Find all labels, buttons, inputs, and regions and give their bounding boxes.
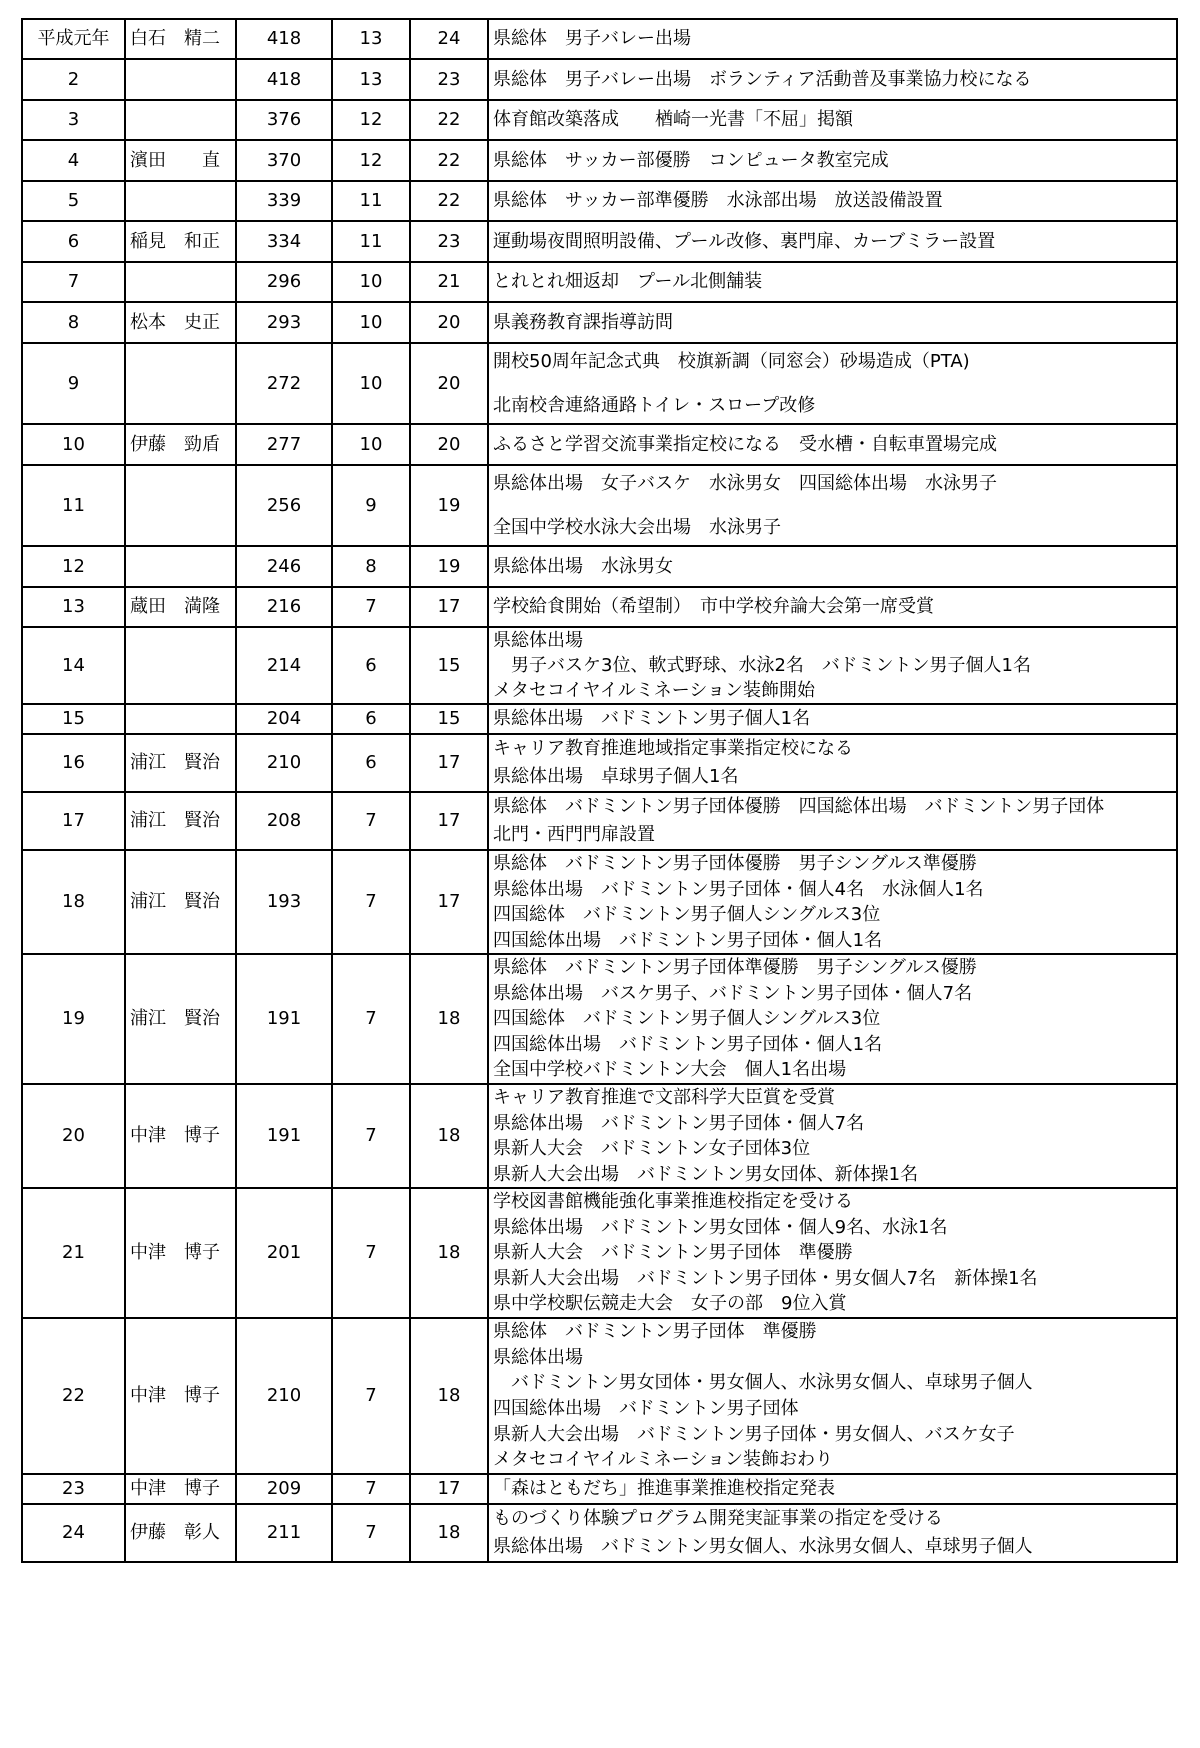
classes-cell: 12 — [332, 140, 410, 181]
year-cell: 14 — [22, 627, 125, 704]
classes-cell: 11 — [332, 221, 410, 262]
notes-cell — [488, 1318, 1177, 1474]
principal-cell — [125, 100, 236, 140]
note-line: 県総体出場 バスケ男子、バドミントン男子団体・個人7名 — [493, 982, 973, 1004]
staff-cell: 18 — [410, 1188, 488, 1318]
year-cell: 11 — [22, 465, 125, 546]
table-row — [22, 19, 1177, 59]
classes-cell: 13 — [332, 59, 410, 100]
principal-cell: 松本 史正 — [125, 302, 236, 343]
students-cell: 370 — [236, 140, 332, 181]
year-cell: 18 — [22, 850, 125, 954]
students-cell: 209 — [236, 1474, 332, 1504]
principal-cell: 浦江 賢治 — [125, 850, 236, 954]
table-row — [22, 100, 1177, 140]
classes-cell: 7 — [332, 792, 410, 850]
staff-cell: 18 — [410, 1318, 488, 1474]
table-row — [22, 627, 1177, 704]
table-row — [22, 1188, 1177, 1318]
staff-cell: 17 — [410, 850, 488, 954]
students-cell: 201 — [236, 1188, 332, 1318]
staff-cell: 18 — [410, 1084, 488, 1188]
note-line: 県新人大会 バドミントン男子団体 準優勝 — [493, 1242, 853, 1264]
staff-cell: 23 — [410, 59, 488, 100]
students-cell: 191 — [236, 954, 332, 1084]
note-line: 全国中学校水泳大会出場 水泳男子 — [493, 516, 781, 538]
notes-cell — [488, 343, 1177, 424]
note-line: 四国総体出場 バドミントン男子団体・個人1名 — [493, 929, 883, 951]
note-line: 開校50周年記念式典 校旗新調（同窓会）砂場造成（PTA) — [493, 350, 970, 372]
staff-cell: 20 — [410, 302, 488, 343]
classes-cell: 9 — [332, 465, 410, 546]
students-cell: 418 — [236, 59, 332, 100]
principal-cell — [125, 546, 236, 587]
classes-cell: 7 — [332, 1474, 410, 1504]
classes-cell: 7 — [332, 587, 410, 627]
table-row — [22, 302, 1177, 343]
students-cell: 204 — [236, 704, 332, 734]
principal-cell: 伊藤 勁盾 — [125, 424, 236, 465]
students-cell: 376 — [236, 100, 332, 140]
principal-cell — [125, 343, 236, 424]
table-body — [22, 19, 1177, 1562]
classes-cell: 7 — [332, 1188, 410, 1318]
year-cell: 2 — [22, 59, 125, 100]
year-cell: 23 — [22, 1474, 125, 1504]
staff-cell: 23 — [410, 221, 488, 262]
staff-cell: 22 — [410, 181, 488, 221]
classes-cell: 10 — [332, 262, 410, 302]
note-line: 四国総体 バドミントン男子個人シングルス3位 — [493, 904, 881, 925]
note-line: 県新人大会 バドミントン女子団体3位 — [493, 1138, 811, 1159]
principal-cell: 中津 博子 — [125, 1188, 236, 1318]
staff-cell: 22 — [410, 100, 488, 140]
classes-cell: 10 — [332, 302, 410, 343]
table-row — [22, 792, 1177, 850]
note-line: 県総体 サッカー部優勝 コンピュータ教室完成 — [493, 149, 889, 171]
year-cell: 4 — [22, 140, 125, 181]
note-line: 県総体出場 水泳男女 — [493, 555, 673, 577]
staff-cell: 19 — [410, 546, 488, 587]
notes-cell — [488, 424, 1177, 465]
note-line: 学校給食開始（希望制） 市中学校弁論大会第一席受賞 — [493, 596, 934, 617]
year-cell: 21 — [22, 1188, 125, 1318]
staff-cell: 20 — [410, 424, 488, 465]
year-cell: 平成元年 — [22, 19, 125, 59]
note-line: 県総体出場 バドミントン男女個人、水泳男女個人、卓球男子個人 — [493, 1536, 1033, 1558]
students-cell: 208 — [236, 792, 332, 850]
principal-cell — [125, 181, 236, 221]
note-line: 県総体出場 卓球男子個人1名 — [493, 766, 739, 787]
table-row — [22, 262, 1177, 302]
classes-cell: 7 — [332, 850, 410, 954]
table-row — [22, 850, 1177, 954]
principal-cell — [125, 704, 236, 734]
note-line: 体育館改築落成 楢崎一光書「不屈」掲額 — [493, 109, 853, 130]
classes-cell: 12 — [332, 100, 410, 140]
year-cell: 3 — [22, 100, 125, 140]
classes-cell: 7 — [332, 1084, 410, 1188]
year-cell: 9 — [22, 343, 125, 424]
staff-cell: 22 — [410, 140, 488, 181]
principal-cell — [125, 465, 236, 546]
table-row — [22, 587, 1177, 627]
staff-cell: 17 — [410, 1474, 488, 1504]
notes-cell — [488, 1504, 1177, 1562]
principal-cell: 浦江 賢治 — [125, 954, 236, 1084]
principal-cell: 白石 精二 — [125, 19, 236, 59]
note-line: 県総体 バドミントン男子団体優勝 四国総体出場 バドミントン男子団体 — [493, 796, 1105, 817]
notes-cell — [488, 140, 1177, 181]
principal-cell — [125, 627, 236, 704]
note-line: 県総体出場 — [493, 630, 583, 651]
staff-cell: 19 — [410, 465, 488, 546]
principal-cell: 濱田 直 — [125, 140, 236, 181]
year-cell: 15 — [22, 704, 125, 734]
students-cell: 339 — [236, 181, 332, 221]
staff-cell: 17 — [410, 792, 488, 850]
notes-cell — [488, 221, 1177, 262]
note-line: 学校図書館機能強化事業推進校指定を受ける — [493, 1191, 853, 1213]
note-line: 県総体出場 バドミントン男子団体・個人4名 水泳個人1名 — [493, 878, 984, 900]
principal-cell: 浦江 賢治 — [125, 792, 236, 850]
students-cell: 211 — [236, 1504, 332, 1562]
year-cell: 20 — [22, 1084, 125, 1188]
year-cell: 10 — [22, 424, 125, 465]
staff-cell: 20 — [410, 343, 488, 424]
history-sheet — [21, 18, 1178, 1563]
note-line: メタセコイヤイルミネーション装飾おわり — [493, 1449, 834, 1471]
students-cell: 418 — [236, 19, 332, 59]
staff-cell: 18 — [410, 954, 488, 1084]
table-row — [22, 704, 1177, 734]
students-cell: 214 — [236, 627, 332, 704]
table-row — [22, 1084, 1177, 1188]
notes-cell — [488, 954, 1177, 1084]
note-line: 県総体出場 バドミントン男女団体・個人9名、水泳1名 — [493, 1216, 948, 1238]
note-line: 男子バスケ3位、軟式野球、水泳2名 バドミントン男子個人1名 — [493, 655, 1031, 676]
note-line: 県新人大会出場 バドミントン男子団体・男女個人、バスケ女子 — [493, 1423, 1015, 1445]
principal-cell: 伊藤 彰人 — [125, 1504, 236, 1562]
notes-cell — [488, 465, 1177, 546]
note-line: 県総体 バドミントン男子団体準優勝 男子シングルス優勝 — [493, 957, 977, 979]
classes-cell: 7 — [332, 954, 410, 1084]
students-cell: 272 — [236, 343, 332, 424]
note-line: バドミントン男女団体・男女個人、水泳男女個人、卓球男子個人 — [493, 1372, 1033, 1394]
note-line: 県総体 バドミントン男子団体 準優勝 — [493, 1321, 817, 1342]
table-row — [22, 954, 1177, 1084]
note-line: 全国中学校バドミントン大会 個人1名出場 — [493, 1059, 847, 1081]
year-cell: 6 — [22, 221, 125, 262]
note-line: キャリア教育推進地域指定事業指定校になる — [493, 738, 853, 759]
principal-cell: 浦江 賢治 — [125, 734, 236, 792]
note-line: ふるさと学習交流事業指定校になる 受水槽・自転車置場完成 — [493, 433, 997, 455]
table-row — [22, 221, 1177, 262]
table-row — [22, 181, 1177, 221]
note-line: 県総体 男子バレー出場 — [493, 28, 691, 49]
note-line: 「森はともだち」推進事業推進校指定発表 — [493, 1478, 835, 1500]
year-cell: 17 — [22, 792, 125, 850]
students-cell: 210 — [236, 734, 332, 792]
staff-cell: 15 — [410, 627, 488, 704]
classes-cell: 7 — [332, 1318, 410, 1474]
note-line: とれとれ畑返却 プール北側舗装 — [493, 271, 763, 292]
notes-cell — [488, 587, 1177, 627]
staff-cell: 17 — [410, 734, 488, 792]
note-line: 四国総体出場 バドミントン男子団体 — [493, 1398, 799, 1420]
note-line: 四国総体出場 バドミントン男子団体・個人1名 — [493, 1033, 883, 1055]
students-cell: 293 — [236, 302, 332, 343]
table-row — [22, 59, 1177, 100]
note-line: 県総体出場 バドミントン男子団体・個人7名 — [493, 1112, 865, 1134]
classes-cell: 8 — [332, 546, 410, 587]
note-line: 北南校舎連絡通路トイレ・スロープ改修 — [493, 394, 816, 416]
classes-cell: 10 — [332, 424, 410, 465]
table-row — [22, 343, 1177, 424]
notes-cell — [488, 850, 1177, 954]
note-line: 県新人大会出場 バドミントン男女団体、新体操1名 — [493, 1163, 919, 1185]
school-history-table — [21, 18, 1178, 1563]
table-row — [22, 1504, 1177, 1562]
year-cell: 19 — [22, 954, 125, 1084]
students-cell: 210 — [236, 1318, 332, 1474]
notes-cell — [488, 19, 1177, 59]
notes-cell — [488, 546, 1177, 587]
table-row — [22, 1318, 1177, 1474]
students-cell: 246 — [236, 546, 332, 587]
table-row — [22, 546, 1177, 587]
year-cell: 12 — [22, 546, 125, 587]
classes-cell: 10 — [332, 343, 410, 424]
note-line: 県義務教育課指導訪問 — [493, 311, 673, 333]
year-cell: 16 — [22, 734, 125, 792]
principal-cell: 中津 博子 — [125, 1474, 236, 1504]
classes-cell: 6 — [332, 627, 410, 704]
year-cell: 24 — [22, 1504, 125, 1562]
notes-cell — [488, 262, 1177, 302]
students-cell: 216 — [236, 587, 332, 627]
table-row — [22, 734, 1177, 792]
students-cell: 191 — [236, 1084, 332, 1188]
principal-cell: 稲見 和正 — [125, 221, 236, 262]
year-cell: 5 — [22, 181, 125, 221]
students-cell: 334 — [236, 221, 332, 262]
principal-cell — [125, 59, 236, 100]
year-cell: 13 — [22, 587, 125, 627]
note-line: 県総体 バドミントン男子団体優勝 男子シングルス準優勝 — [493, 853, 977, 874]
notes-cell — [488, 59, 1177, 100]
notes-cell — [488, 1188, 1177, 1318]
note-line: 四国総体 バドミントン男子個人シングルス3位 — [493, 1008, 881, 1030]
note-line: 県総体 サッカー部準優勝 水泳部出場 放送設備設置 — [493, 190, 943, 211]
note-line: ものづくり体験プログラム開発実証事業の指定を受ける — [493, 1508, 943, 1530]
note-line: メタセコイヤイルミネーション装飾開始 — [493, 680, 816, 701]
principal-cell: 中津 博子 — [125, 1084, 236, 1188]
classes-cell: 6 — [332, 734, 410, 792]
principal-cell — [125, 262, 236, 302]
note-line: 北門・西門門扉設置 — [493, 824, 655, 845]
students-cell: 193 — [236, 850, 332, 954]
classes-cell: 13 — [332, 19, 410, 59]
principal-cell: 蔵田 満隆 — [125, 587, 236, 627]
table-row — [22, 140, 1177, 181]
table-row — [22, 465, 1177, 546]
classes-cell: 6 — [332, 704, 410, 734]
year-cell: 7 — [22, 262, 125, 302]
notes-cell — [488, 627, 1177, 704]
note-line: 県中学校駅伝競走大会 女子の部 9位入賞 — [493, 1293, 847, 1315]
note-line: 県総体出場 バドミントン男子個人1名 — [493, 708, 811, 729]
staff-cell: 17 — [410, 587, 488, 627]
notes-cell — [488, 1474, 1177, 1504]
note-line: 運動場夜間照明設備、プール改修、裏門扉、カーブミラー設置 — [493, 230, 996, 252]
students-cell: 296 — [236, 262, 332, 302]
table-row — [22, 424, 1177, 465]
classes-cell: 7 — [332, 1504, 410, 1562]
notes-cell — [488, 734, 1177, 792]
note-line: キャリア教育推進で文部科学大臣賞を受賞 — [493, 1087, 835, 1108]
notes-cell — [488, 100, 1177, 140]
notes-cell — [488, 792, 1177, 850]
classes-cell: 11 — [332, 181, 410, 221]
note-line: 県総体出場 — [493, 1346, 583, 1368]
students-cell: 277 — [236, 424, 332, 465]
note-line: 県総体出場 女子バスケ 水泳男女 四国総体出場 水泳男子 — [493, 472, 997, 494]
staff-cell: 24 — [410, 19, 488, 59]
staff-cell: 18 — [410, 1504, 488, 1562]
year-cell: 8 — [22, 302, 125, 343]
year-cell: 22 — [22, 1318, 125, 1474]
notes-cell — [488, 181, 1177, 221]
notes-cell — [488, 1084, 1177, 1188]
staff-cell: 15 — [410, 704, 488, 734]
notes-cell — [488, 302, 1177, 343]
note-line: 県総体 男子バレー出場 ボランティア活動普及事業協力校になる — [493, 68, 1032, 90]
principal-cell: 中津 博子 — [125, 1318, 236, 1474]
note-line: 県新人大会出場 バドミントン男子団体・男女個人7名 新体操1名 — [493, 1267, 1038, 1289]
staff-cell: 21 — [410, 262, 488, 302]
notes-cell — [488, 704, 1177, 734]
students-cell: 256 — [236, 465, 332, 546]
table-row — [22, 1474, 1177, 1504]
